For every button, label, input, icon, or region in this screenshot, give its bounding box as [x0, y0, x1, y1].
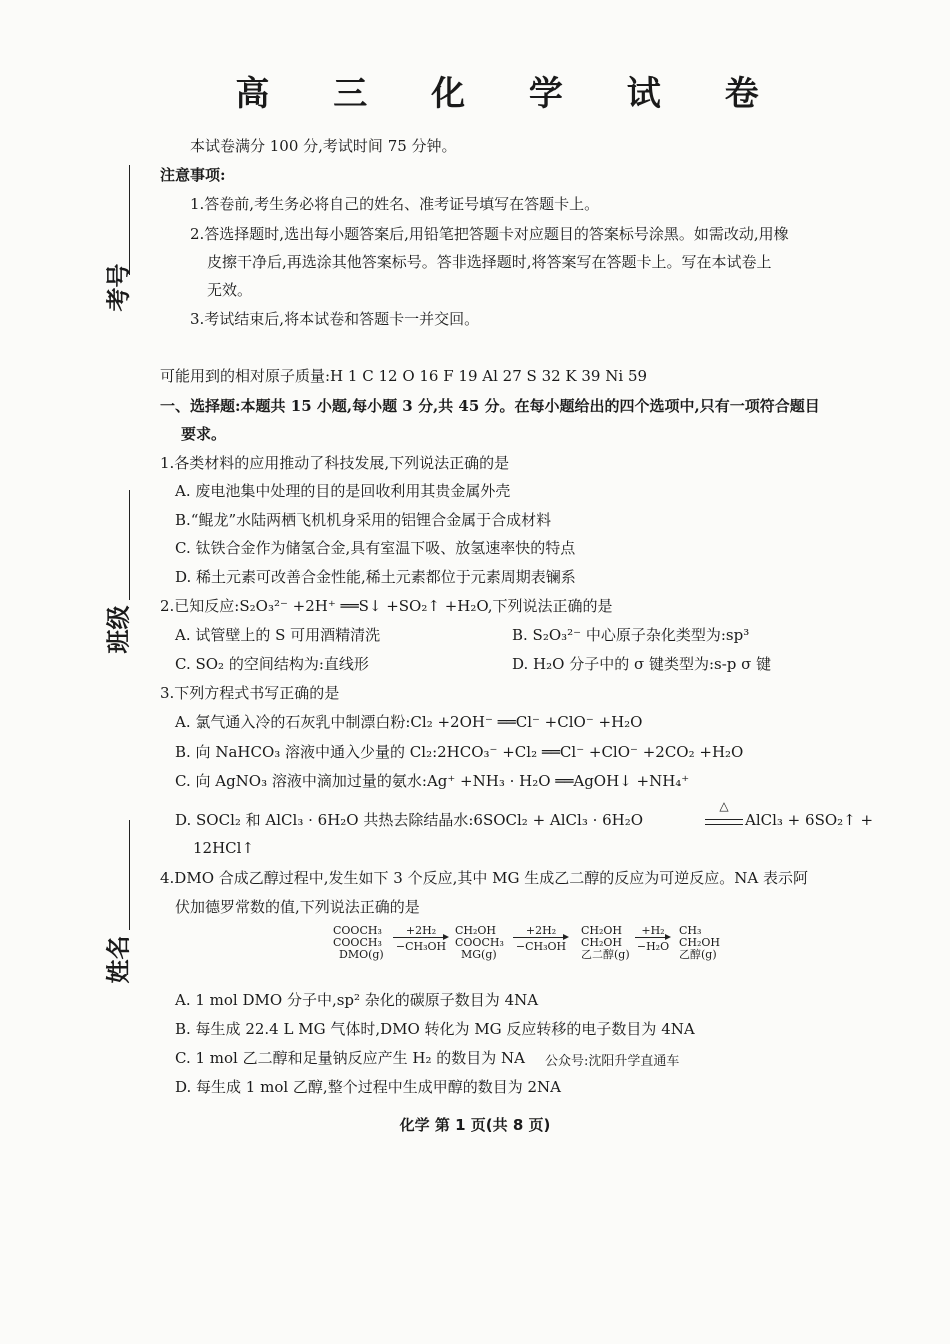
section-heading-cont: 要求。 — [181, 425, 227, 443]
q3-d-condition — [705, 800, 743, 812]
ethanol-structure — [679, 925, 720, 961]
note-2-cont2: 无效。 — [207, 281, 253, 299]
q4-stem: 4.DMO 合成乙醇过程中,发生如下 3 个反应,其中 MG 生成乙二醇的反应为可逆反应。NA 表示阿 — [160, 869, 808, 887]
q4-option-b: B. 每生成 22.4 L MG 气体时,DMO 转化为 MG 反应转移的电子数目为 4NA — [175, 1020, 695, 1038]
mg-top: CH₂OH — [455, 924, 497, 937]
watermark-text: 公众号:沈阳升学直通车 — [545, 1054, 680, 1069]
q1-option-d: D. 稀土元素可改善合金性能,稀土元素都位于元素周期表镧系 — [175, 568, 576, 586]
q3-option-d-cont: 12HCl↑ — [193, 839, 255, 857]
q4-stem-cont: 伏加德罗常数的值,下列说法正确的是 — [175, 898, 420, 916]
note-1: 1.答卷前,考生务必将自己的姓名、准考证号填写在答题卡上。 — [190, 195, 600, 213]
ethanol-name: 乙醇(g) — [679, 948, 717, 961]
exam-no-line — [129, 165, 130, 275]
arrow-1-top: +2H₂ — [405, 924, 437, 937]
ethanol-bottom: CH₂OH — [679, 936, 721, 949]
name-label: 姓名 — [104, 935, 133, 984]
glycol-top: CH₂OH — [581, 924, 623, 937]
q4-option-c: C. 1 mol 乙二醇和足量钠反应产生 H₂ 的数目为 NA — [175, 1049, 525, 1067]
q4-option-d: D. 每生成 1 mol 乙醇,整个过程中生成甲醇的数目为 2NA — [175, 1078, 561, 1096]
q2-option-a: A. 试管壁上的 S 可用酒精清洗 — [175, 626, 381, 644]
q4-option-a: A. 1 mol DMO 分子中,sp² 杂化的碳原子数目为 4NA — [175, 991, 539, 1009]
exam-no-label: 考号 — [104, 263, 133, 312]
q3-d-equals — [705, 819, 743, 825]
q2-stem: 2.已知反应:S₂O₃²⁻ +2H⁺ ══S↓ +SO₂↑ +H₂O,下列说法正确的是 — [160, 597, 613, 615]
reaction-scheme — [333, 925, 733, 980]
notes-heading: 注意事项: — [160, 166, 226, 184]
class-label: 班级 — [104, 605, 133, 654]
glycol-name: 乙二醇(g) — [581, 948, 630, 961]
arrow-2-top: +2H₂ — [525, 924, 557, 937]
dmo-bottom: COOCH₃ — [333, 936, 382, 949]
exam-intro: 本试卷满分 100 分,考试时间 75 分钟。 — [190, 137, 457, 155]
glycol-bottom: CH₂OH — [581, 936, 623, 949]
note-2: 2.答选择题时,选出每小题答案后,用铅笔把答题卡对应题目的答案标号涂黑。如需改动,用橡 — [190, 225, 789, 243]
class-line — [129, 490, 130, 600]
ethanol-top: CH₃ — [679, 924, 702, 937]
arrow-2 — [513, 937, 567, 938]
mg-structure — [455, 925, 504, 961]
q2-option-d: D. H₂O 分子中的 σ 键类型为:s-p σ 键 — [512, 655, 772, 673]
note-3: 3.考试结束后,将本试卷和答题卡一并交回。 — [190, 310, 480, 328]
note-2-cont: 皮擦干净后,再选涂其他答案标号。答非选择题时,将答案写在答题卡上。写在本试卷上 — [207, 253, 772, 271]
dmo-top: COOCH₃ — [333, 924, 382, 937]
mg-bottom: COOCH₃ — [455, 936, 504, 949]
arrow-3-top: +H₂ — [641, 924, 665, 937]
arrow-1-bottom: −CH₃OH — [395, 940, 447, 953]
q1-option-a: A. 废电池集中处理的目的是回收利用其贵金属外壳 — [175, 482, 511, 500]
page-title: 高 三 化 学 试 卷 — [235, 74, 785, 114]
mg-name: MG(g) — [461, 948, 497, 961]
q3-stem: 3.下列方程式书写正确的是 — [160, 684, 340, 702]
q1-option-c: C. 钛铁合金作为储氢合金,具有室温下吸、放氢速率快的特点 — [175, 539, 576, 557]
arrow-3 — [635, 937, 669, 938]
q1-option-b: B.“鲲龙”水陆两栖飞机机身采用的铝锂合金属于合成材料 — [175, 511, 552, 529]
q2-option-b: B. S₂O₃²⁻ 中心原子杂化类型为:sp³ — [512, 626, 750, 644]
atomic-masses: 可能用到的相对原子质量:H 1 C 12 O 16 F 19 Al 27 S 32 K 39 Ni 59 — [160, 367, 648, 385]
page-footer: 化学 第 1 页(共 8 页) — [399, 1116, 551, 1134]
q3-option-a: A. 氯气通入冷的石灰乳中制漂白粉:Cl₂ +2OH⁻ ══Cl⁻ +ClO⁻ +H₂O — [175, 713, 643, 731]
q3-option-c: C. 向 AgNO₃ 溶液中滴加过量的氨水:Ag⁺ +NH₃ · H₂O ══AgOH↓ +NH₄⁺ — [175, 772, 690, 790]
dmo-name: DMO(g) — [339, 948, 384, 961]
q3-option-d: D. SOCl₂ 和 AlCl₃ · 6H₂O 共热去除结晶水:6SOCl₂ + AlCl₃ · 6H₂O — [175, 811, 644, 829]
q3-option-d-rhs: AlCl₃ + 6SO₂↑ + — [745, 811, 874, 829]
heat-symbol: △ — [719, 799, 729, 813]
arrow-2-bottom: −CH₃OH — [515, 940, 567, 953]
name-line — [129, 820, 130, 930]
arrow-3-bottom: −H₂O — [636, 940, 670, 953]
dmo-structure — [333, 925, 384, 961]
ethylene-glycol-structure — [581, 925, 630, 961]
arrow-1 — [393, 937, 447, 938]
section-heading: 一、选择题:本题共 15 小题,每小题 3 分,共 45 分。在每小题给出的四个选项中,只有一项符合题目 — [160, 397, 820, 415]
q2-option-c: C. SO₂ 的空间结构为:直线形 — [175, 655, 369, 673]
q3-option-b: B. 向 NaHCO₃ 溶液中通入少量的 Cl₂:2HCO₃⁻ +Cl₂ ══Cl⁻ +ClO⁻ +2CO₂ +H₂O — [175, 743, 744, 761]
q1-stem: 1.各类材料的应用推动了科技发展,下列说法正确的是 — [160, 454, 510, 472]
